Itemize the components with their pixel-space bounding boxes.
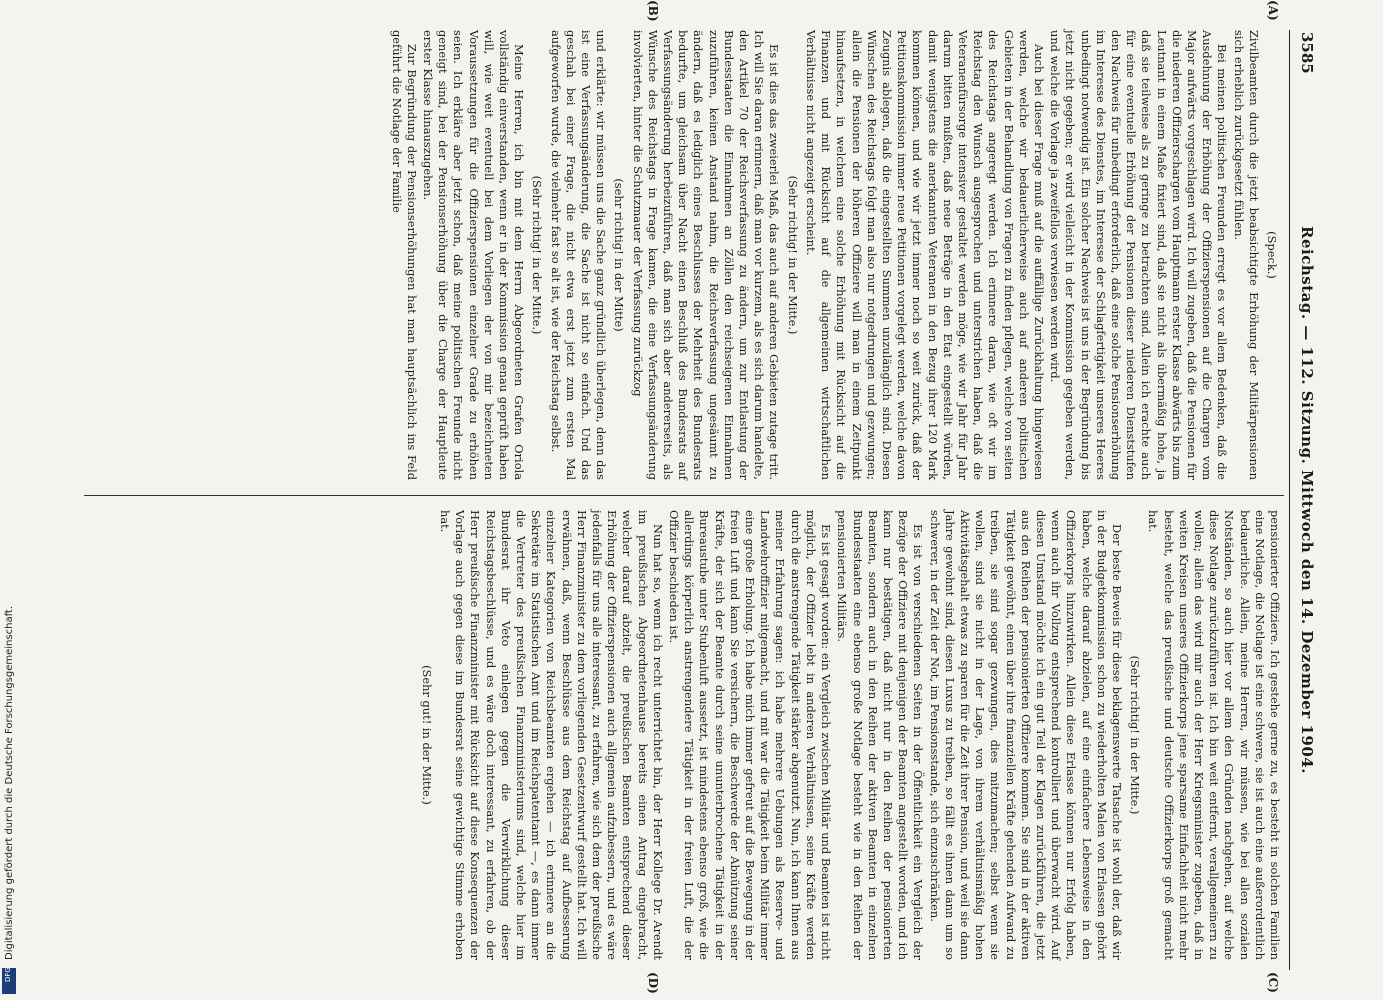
right-column <box>416 510 1282 960</box>
paragraph: (Speck.) <box>1265 231 1279 279</box>
margin-marker-c: (C) <box>1266 972 1280 993</box>
rotated-newspaper-page <box>80 0 1320 994</box>
interjection: (Sehr richtig! in der Mitte.) <box>785 175 800 335</box>
margin-marker-d: (D) <box>646 972 660 994</box>
column-divider <box>84 495 1284 496</box>
paragraph: Zur Begründung der Pensionserhöhungen hat man hauptsächlich ins Feld geführt die Notlage der Familie <box>389 30 419 480</box>
interjection: (Sehr richtig! in der Mitte.) <box>1128 655 1143 815</box>
paragraph: Auch bei dieser Frage muß auf die auffällige Zurückhaltung hingewiesen werden, welche wir bedauerlicherweise auch auf anderen politischen Gebieten in der Behandlung von Fragen zu finden pflegen, welche von seiten des Reichstags angeregt werden. Ich erinnere daran, wie oft wir im Reichstag den Wunsch ausgesprochen und unterstrichen haben, daß die Veteranenfürsorge intensiver gestaltet werden möge, wie wir Jahr für Jahr darum bitten mußten, daß neue Beträge in den Etat eingestellt würden, damit wenigstens die anerkannten Veteranen in den Bezug ihrer 120 Mark kommen können, und wie wir jetzt immer noch so weit zurück, daß der Petitionskommission immer neue Petitionen vorgelegt werden, welche davon Zeugnis ablegen, daß die eingestellten Summen unzulänglich sind. Diesen Wünschen des Reichstags folgt man also nur notgedrungen und gezwungen; allein die Pensionen der höheren Offiziere will man in einem Zeitpunkt hinaufsetzen, in welchem eine solche Erhöhung mit Rücksicht auf die Finanzen und mit Rücksicht auf die allgemeinen wirtschaftlichen Verhältnisse nicht angezeigt erscheint. <box>803 30 1046 480</box>
credit-text: Digitalisierung gefördert durch die Deutsche Forschungsgemeinschaft. <box>4 605 15 960</box>
paragraph: Bei meinen politischen Freunden erregt es vor allem Bedenken, daß die Ausdehnung der Erhöhung der Offizierspensionen auf die Chargen vom Major aufwärts vorgeschlagen wird. Ich will zugeben, daß die Pensionen für die niederen Offizierschargen vom Hauptmann erster Klasse abwärts bis zum Leutnant in einem Maße fixiert sind, daß sie nicht als übermäßig hohe, ja daß sie teilweise als zu geringe zu betrachten sind. Allein ich erachte auch für eine eventuelle Erhöhung der Pensionen dieser niederen Dienststufen den Nachweis für unbedingt erforderlich, daß eine solche Pensionserhöhung im Interesse des Dienstes, im Interesse der Schlagfertigkeit unseres Heeres unbedingt notwendig ist. Ein solcher Nachweis ist uns in der Begründung bis jetzt nicht gegeben; er wird vielleicht in der Kommission gegeben werden, und welche die Vorlage ja zweifellos verwiesen werden wird. <box>1048 30 1230 480</box>
page-header <box>1290 30 1320 970</box>
paragraph: Meine Herren, ich bin mit dem Herrn Abgeordneten Grafen Oriola vollständig einverstanden, wenn er in der Kommission genau geprüft haben will, wie weit eventuell bei dem Vorliegen der von mir bezeichneten Voraussetzungen für die Offizierspensionen einzelner Grade zu erhöhen seien. Ich erkläre aber jetzt schon, daß meine politischen Freunde nicht geneigt sind, bei der Pensionserhöhung über die Charge der Hauptleute erster Klasse hinauszugehen. <box>421 30 527 480</box>
paragraph: Der beste Beweis für diese beklagenswerte Tatsache ist wohl der, daß wir in der Budgetkommission schon zu wiederholten Malen von Erlassen gehört haben, welche darauf abzielen, auf eine einfachere Lebensweise in den Offizierkorps hinzuwirken. Allein diese Erlasse können nur Erfolg haben, wenn auch ihr Vollzug entsprechend kontrolliert und überwacht wird. Auf diesen Umstand möchte ich ein gut Teil der Klagen zurückführen, die jetzt aus den Reihen der pensionierten Offiziere kommen. Sie sind in der aktiven Tätigkeit gewöhnt, einen über ihre finanziellen Kräfte gehenden Aufwand zu treiben, sie sind sogar gezwungen, dies mitzumachen; selbst wenn sie wollen, sind sie nicht in der Lage, von ihrem verhältnismäßig hohen Aktivitätsgehalt etwas zu sparen für die Zeit ihrer Pension, und weil sie dann Jahre gewohnt sind, diesen Luxus zu treiben, so fällt es ihnen dann um so schwerer, in der Zeit der Not, im Pensionsstande, sich einzuschränken. <box>927 510 1124 960</box>
paragraph: Es ist von verschiedenen Seiten in der Öffentlichkeit ein Vergleich der Bezüge der Offiziere mit denjenigen der Beamten angestellt worden, und ich kann nur bestätigen, daß nicht nur in den Reihen der pensionierten Beamten, sondern auch in den Reihen der aktiven Beamten in einzelnen Bundesstaaten eine ebenso große Notlage besteht wie in den Reihen der pensionierten Militärs. <box>835 510 926 960</box>
page-title: Reichstag. — 112. Sitzung. Mittwoch den 14. Dezember 1904. <box>1298 226 1316 774</box>
margin-marker-a: (A) <box>1266 0 1280 21</box>
paragraph: Nun hat so, wenn ich recht unterrichtet bin, der Herr Kollege Dr. Arendt im preußischen Abgeordnetenhause bereits einen Antrag eingebracht, welcher darauf abzielt, die preußischen Beamten entsprechend dieser Erhöhung der Offizierspensionen auch allgemein aufzubessern, und es wäre jedenfalls für uns alle interessant, zu erfahren, wie sich dem der preußische Herr Finanzminister zu dem vorliegenden Gesetzentwurf gestellt hat. Ich will erwähnen, daß, wenn Beschlüsse aus dem Reichstag auf Aufbesserung einzelner Kategorien von Reichsbeamten ergehen — ich erinnere an die Sekretäre im Statistischen Amt und im Reichspatentamt —, es dann immer die Vertreter des preußischen Finanzministeriums sind, welche hier im Bundesrat ihr Veto einlegen gegen die Verwirklichung dieser Reichstagsbeschlüsse, und es wäre doch interessant, zu erfahren, ob der Herr preußische Finanzminister mit Rücksicht auf diese Konsequenzen der Vorlage auch gegen diese im Bundesrat seine gewichtige Stimme erhoben hat. <box>438 510 665 960</box>
interjection: (Sehr richtig! in der Mitte.) <box>530 175 545 335</box>
dfg-logo <box>2 968 16 994</box>
interjection: (Sehr gut! in der Mitte.) <box>419 665 434 805</box>
paragraph: Zivilbeamten durch die jetzt beabsichtigte Erhöhung der Militärpensionen sich erheblich zurückgesetzt fühlen. <box>1231 30 1261 480</box>
header-rule <box>1289 30 1290 970</box>
paragraph: Es ist gesagt worden: ein Vergleich zwischen Militär und Beamten ist nicht möglich, der Offizier lebt in anderen Verhältnissen, seine Kräfte werden durch die anstrengende Tätigkeit stärker abgenutzt. Nun, ich kann Ihnen aus meiner Erfahrung sagen: ich habe mehrere Uebungen als Reserve- und Landwehroffizier mitgemacht, und mit war die Tätigkeit beim Militär immer eine große Erholung. Ich habe mich immer gefreut auf die Bewegung in der freien Luft und kann Sie versichern, die Beschwerde der Abnützung seiner Kräfte, der sich der Beamte durch seine ununterbrochene Tätigkeit in der Bureaustube unter Stubenluft aussetzt, ist mindestens ebenso groß, wie die allerdings körperlich anstrengendere Tätigkeit in der freien Luft, die der Offizier beschieden ist. <box>667 510 834 960</box>
dfg-logo-text: DFG <box>4 967 12 982</box>
paragraph: und erklärte: wir müssen uns die Sache ganz gründlich überlegen, denn das ist eine Verfassungsänderung, die Sache ist nicht so einfach. Und das geschah bei einer Frage, die nicht etwa erst jetzt zum ersten Mal aufgeworfen wurde, die vielmehr fast so alt ist, wie der Reichstag selbst. <box>548 30 609 480</box>
interjection: (sehr richtig! in der Mitte) <box>612 178 627 332</box>
digitization-credit <box>4 60 20 1000</box>
left-column <box>387 30 1282 480</box>
margin-marker-b: (B) <box>646 0 660 22</box>
paragraph: Es ist dies das zweierlei Maß, das auch auf anderen Gebieten zutage tritt. Ich will Sie daran erinnern, daß man vor kurzem, als es sich darum handelte, den Artikel 70 der Reichsverfassung zu ändern, um zur Entlastung der Bundesstaaten die Einnahmen an Zöllen den reichseigenen Einnahmen zuzuführen, keinen Anstand nahm, die Reichsverfassung ungesäumt zu ändern, daß es lediglich eines Beschlusses der Mehrheit des Bundesrats bedurfte, um gleichsam über Nacht einen Beschluß des Bundesrats auf Verfassungsänderung herbeizuführen, daß man sich aber andererseits, als Wünsche des Reichstags in Frage kamen, die eine Verfassungsänderung involvierten, hinter die Schutzmauer der Verfassung zurückzog <box>630 30 782 480</box>
page-number: 3585 <box>1298 32 1316 74</box>
paragraph: pensionierter Offiziere. Ich gestehe gerne zu, es besteht in solchen Familien eine Notlage, die Notlage ist eine schwere, sie ist auch eine außerordentlich bedauerliche. Allein, meine Herren, wir müssen, wie bei allen sozialen Notständen, so auch hier vor allem den Gründen nachgehen, auf welche diese Notlage zurückzuführen ist. Ich bin weit entfernt, verallgemeinern zu wollen; allein das wird mir auch der Herr Kriegsminister zugeben, daß in weiten Kreisen unseres Offizierkorps jene sparsame Einfachheit nicht mehr besteht, welche das preußische und deutsche Offizierkorps groß gemacht hat. <box>1146 510 1282 960</box>
